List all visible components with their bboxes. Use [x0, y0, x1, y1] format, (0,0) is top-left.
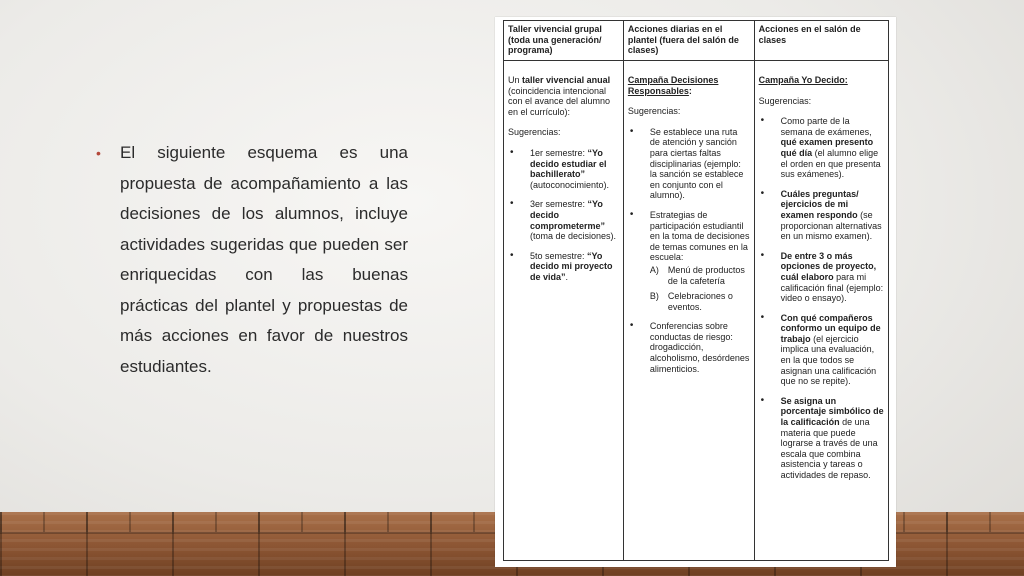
- slide-bullet: [96, 138, 408, 382]
- col1-suggestions-label: Sugerencias:: [508, 127, 561, 138]
- col1-list: [508, 148, 619, 283]
- list-item: • Con qué compañeros conformo un equipo de trabajo (el ejercicio implica una evaluación, en la que todos se asignan una calificación que no se repite).: [759, 313, 884, 387]
- list-item: • Se asigna un porcentaje simbólico de la calificación de una materia que puede lograrse a través de una escala que combina asistencia y tareas o actividades de repaso.: [759, 396, 884, 481]
- col1-intro: Un taller vivencial anual (coincidencia intencional con el avance del alumno en el currículo):: [508, 75, 611, 117]
- table-body-row: [504, 61, 889, 561]
- activities-table: [503, 20, 889, 561]
- slide-bullet-text: El siguiente esquema es una propuesta de acompañamiento a las decisiones de los alumnos, incluye actividades sugeridas que pueden ser enriquecidas con las buenas prácticas del plantel y propuestas de más acciones en favor de nuestros estudiantes.: [120, 143, 408, 376]
- list-item: • Como parte de la semana de exámenes, qué examen presento qué día (el alumno elige el orden en que presenta sus exámenes).: [759, 116, 884, 180]
- list-item: • De entre 3 o más opciones de proyecto, cuál elaboro para mi calificación final (ejemplo: video o ensayo).: [759, 251, 884, 304]
- list-item: • 3er semestre: “Yo decido comprometerme” (toma de decisiones).: [508, 199, 619, 241]
- header-col1: Taller vivencial grupal (toda una generación/ programa): [504, 21, 624, 61]
- col2-campaign: Campaña Decisiones Responsables:: [627, 75, 719, 96]
- header-col2: Acciones diarias en el plantel (fuera del salón de clases): [623, 21, 754, 61]
- list-item: • Conferencias sobre conductas de riesgo: drogadicción, alcoholismo, desórdenes alimenticios.: [628, 321, 750, 374]
- col2-suggestions-label: Sugerencias:: [627, 106, 681, 117]
- list-item: • Estrategias de participación estudiantil en la toma de decisiones de temas comunes en la escuela: A) Menú de productos de la cafetería B) Celebraciones o eventos.: [628, 210, 750, 312]
- col3-list: [759, 116, 884, 480]
- col2-cell: [623, 61, 754, 561]
- list-item: • Cuáles preguntas/ ejercicios de mi examen respondo (se proporcionan alternativas en un mismo examen).: [759, 189, 884, 242]
- table-header-row: [504, 21, 889, 61]
- list-item: • Se establece una ruta de atención y sanción para ciertas faltas disciplinarias (ejemplo: la sanción se establece en conjunto con el alumno).: [628, 127, 750, 201]
- list-item: • 1er semestre: “Yo decido estudiar el bachillerato” (autoconocimiento).: [508, 148, 619, 190]
- header-col3: Acciones en el salón de clases: [754, 21, 888, 61]
- document-image: [495, 17, 896, 567]
- col3-cell: [754, 61, 888, 561]
- list-item: • 5to semestre: “Yo decido mi proyecto de vida”.: [508, 251, 619, 283]
- col2-sublist: [650, 265, 750, 312]
- sublist-item: B) Celebraciones o eventos.: [649, 291, 733, 312]
- bullet-dot-icon: •: [96, 145, 101, 161]
- col1-cell: [504, 61, 624, 561]
- col3-suggestions-label: Sugerencias:: [758, 95, 812, 106]
- col2-list: [628, 127, 750, 374]
- sublist-item: A) Menú de productos de la cafetería: [649, 264, 745, 286]
- col3-campaign: Campaña Yo Decido:: [758, 75, 848, 85]
